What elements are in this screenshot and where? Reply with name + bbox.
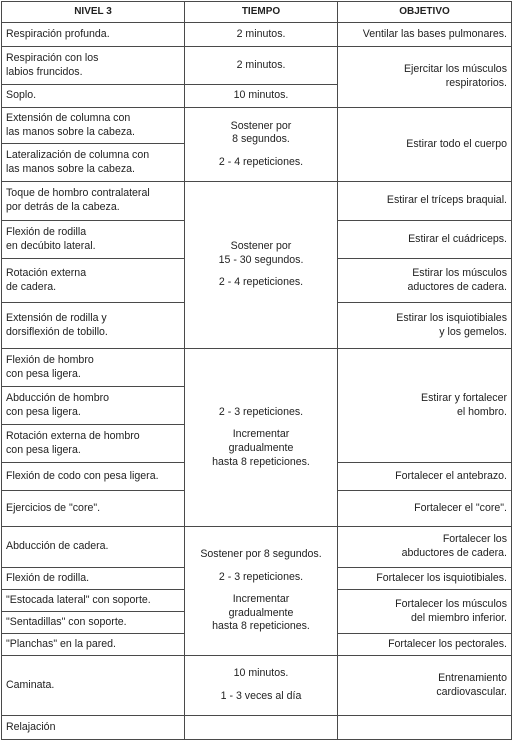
exercise-cell: Rotación externa de cadera. (2, 259, 185, 303)
header-tiempo: TIEMPO (185, 2, 338, 23)
time-hold: Sostener por 8 segundos. (230, 119, 292, 146)
table-row (2, 47, 512, 85)
time-duration: 10 minutos. (233, 667, 289, 680)
exercise-cell: Relajación (2, 716, 185, 740)
header-objetivo: OBJETIVO (338, 2, 512, 23)
objective-cell: Estirar los isquiotibiales y los gemelos. (338, 303, 512, 349)
time-cell (185, 108, 338, 182)
time-cell (185, 527, 338, 656)
time-frequency: 1 - 3 veces al día (220, 690, 302, 702)
exercise-cell: Lateralización de columna con las manos sobre la cabeza. (2, 144, 185, 182)
table-row (2, 527, 512, 568)
objective-cell: Estirar el tríceps braquial. (338, 182, 512, 221)
time-cell: 10 minutos. (185, 85, 338, 108)
objective-cell: Fortalecer el "core". (338, 491, 512, 527)
time-cell: 2 minutos. (185, 47, 338, 85)
table-header-row (2, 2, 512, 23)
time-reps: 2 - 4 repeticiones. (218, 155, 304, 168)
empty-cell (338, 716, 512, 740)
exercise-cell: Flexión de hombro con pesa ligera. (2, 349, 185, 387)
objective-cell: Estirar y fortalecer el hombro. (338, 349, 512, 463)
time-reps: 2 - 3 repeticiones. (218, 405, 304, 418)
time-cell: 2 minutos. (185, 23, 338, 47)
objective-cell: Fortalecer los isquiotibiales. (338, 568, 512, 590)
table-row (2, 349, 512, 387)
time-increment: Incrementar gradualmente hasta 8 repeticiones. (212, 428, 310, 468)
exercise-cell: Rotación externa de hombro con pesa ligera. (2, 425, 185, 463)
objective-cell: Fortalecer los pectorales. (338, 634, 512, 656)
exercise-table (1, 1, 512, 740)
exercise-cell: Extensión de columna con las manos sobre la cabeza. (2, 108, 185, 144)
exercise-cell: Abducción de cadera. (2, 527, 185, 568)
objective-cell: Estirar los músculos aductores de cadera. (338, 259, 512, 303)
objective-cell: Ejercitar los músculos respiratorios. (338, 47, 512, 108)
exercise-cell: Flexión de codo con pesa ligera. (2, 463, 185, 491)
objective-cell: Fortalecer el antebrazo. (338, 463, 512, 491)
exercise-cell: Flexión de rodilla. (2, 568, 185, 590)
time-hold: Sostener por 8 segundos. (200, 548, 322, 561)
table-row (2, 182, 512, 221)
objective-cell: Fortalecer los músculos del miembro inferior. (338, 590, 512, 634)
time-reps: 2 - 3 repeticiones. (218, 570, 304, 583)
table-row (2, 23, 512, 47)
exercise-cell: Respiración profunda. (2, 23, 185, 47)
exercise-cell: Abducción de hombro con pesa ligera. (2, 387, 185, 425)
time-cell (185, 349, 338, 527)
table-row (2, 108, 512, 144)
objective-cell: Entrenamiento cardiovascular. (338, 656, 512, 716)
exercise-cell: "Planchas" en la pared. (2, 634, 185, 656)
time-increment: Incrementar gradualmente hasta 8 repeticiones. (212, 593, 310, 633)
exercise-cell: Caminata. (2, 656, 185, 716)
exercise-cell: Soplo. (2, 85, 185, 108)
objective-cell: Fortalecer los abductores de cadera. (338, 527, 512, 568)
exercise-cell: Extensión de rodilla y dorsiflexión de tobillo. (2, 303, 185, 349)
header-nivel: NIVEL 3 (2, 2, 185, 23)
time-cell (185, 656, 338, 716)
exercise-cell: "Estocada lateral" con soporte. (2, 590, 185, 612)
time-reps: 2 - 4 repeticiones. (218, 276, 304, 289)
time-cell (185, 182, 338, 349)
objective-cell: Estirar el cuádriceps. (338, 221, 512, 259)
table-row (2, 716, 512, 740)
exercise-cell: Respiración con los labios fruncidos. (2, 47, 185, 85)
exercise-cell: Ejercicios de "core". (2, 491, 185, 527)
time-hold: Sostener por 15 - 30 segundos. (218, 240, 304, 266)
table-row (2, 656, 512, 716)
exercise-cell: Flexión de rodilla en decúbito lateral. (2, 221, 185, 259)
objective-cell: Ventilar las bases pulmonares. (338, 23, 512, 47)
empty-cell (185, 716, 338, 740)
exercise-cell: Toque de hombro contralateral por detrás de la cabeza. (2, 182, 185, 221)
exercise-cell: "Sentadillas" con soporte. (2, 612, 185, 634)
objective-cell: Estirar todo el cuerpo (338, 108, 512, 182)
